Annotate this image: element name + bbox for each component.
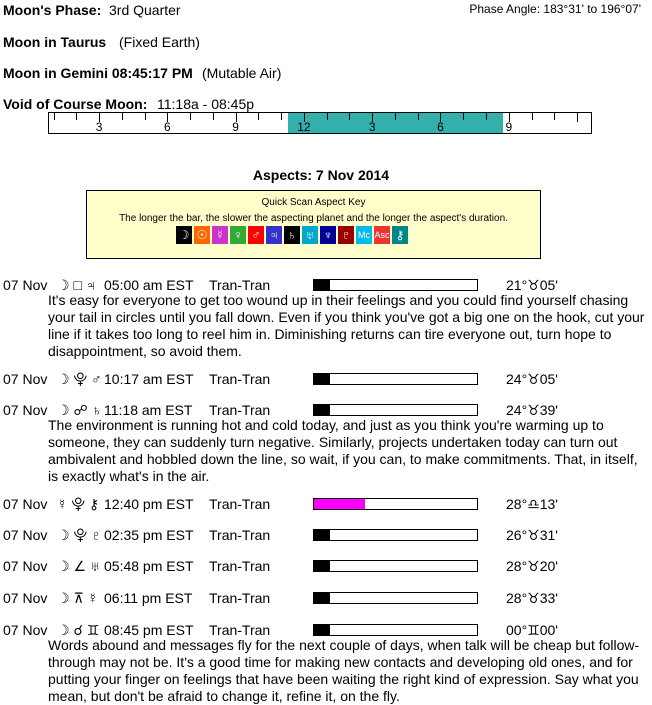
aspect-date: 07 Nov: [3, 558, 48, 574]
aspect-key-title: Quick Scan Aspect Key: [261, 197, 366, 208]
aspect-glyphs: ☽ ☍ ♄: [57, 402, 103, 418]
timeline-tick: [327, 113, 328, 120]
aspect-date: 07 Nov: [3, 590, 48, 606]
aspect-date: 07 Nov: [3, 277, 48, 293]
void-of-course-timeline: [48, 112, 592, 134]
aspect-glyphs: ☽ ⯓ ♇: [57, 527, 102, 543]
moon-sign-gemini: Moon in Gemini 08:45:17 PM: [3, 65, 193, 81]
aspect-date: 07 Nov: [3, 527, 48, 543]
aspect-position: 28°♎13': [506, 496, 558, 512]
timeline-tick: [532, 113, 533, 120]
aspect-date: 07 Nov: [3, 496, 48, 512]
timeline-hour-label: 9: [505, 120, 513, 134]
timeline-tick: [463, 113, 464, 120]
aspect-interpretation: It's easy for everyone to get too wound up in their feelings and you could find yourself chasing your tail in circles until you fall down. Even if you think you've got a big one on the hook, cut your line if it takes too long to reel him in. Diminishing returns can tire everyone out, turn hope to disappointment, so avoid them.: [48, 292, 645, 359]
aspect-key-glyphs: [176, 226, 410, 246]
timeline-tick: [395, 113, 396, 120]
moon-phase-value: 3rd Quarter: [109, 2, 181, 18]
aspect-glyphs: ☽ ∠ ♅: [57, 558, 101, 574]
aspect-position: 28°♉20': [506, 558, 558, 574]
aspect-duration-bar: [313, 373, 478, 385]
timeline-hour-label: 9: [232, 120, 239, 134]
aspect-duration-fill: [314, 280, 330, 290]
moon-phase-label: Moon's Phase:: [3, 2, 102, 18]
aspect-time: 11:18 am EST: [104, 402, 193, 418]
aspect-time: 12:40 pm EST: [104, 496, 194, 512]
aspect-position: 21°♉05': [506, 277, 558, 293]
aspect-row: [3, 370, 643, 388]
aspect-date: 07 Nov: [3, 402, 48, 418]
aspect-time: 08:45 pm EST: [104, 622, 194, 638]
aspect-type: Tran-Tran: [209, 558, 271, 574]
aspect-date: 07 Nov: [3, 371, 48, 387]
sun-icon: ☉: [194, 226, 210, 244]
aspect-duration-fill: [314, 405, 330, 415]
timeline-tick: [145, 113, 146, 120]
mercury-icon: ☿: [212, 226, 228, 244]
timeline-tick: [281, 113, 282, 120]
aspect-position: 24°♉05': [506, 371, 558, 387]
aspect-row: [3, 557, 643, 575]
chiron-icon: ⚷: [392, 226, 408, 244]
aspect-glyphs: ☿ ⯓ ⚷: [57, 496, 100, 512]
timeline-tick: [213, 113, 214, 120]
aspect-position: 28°♉33': [506, 590, 558, 606]
timeline-hour-label: 6: [164, 120, 171, 134]
timeline-tick: [258, 113, 259, 120]
aspect-row: [3, 589, 643, 607]
aspect-type: Tran-Tran: [209, 622, 271, 638]
timeline-hour-label: 12: [297, 120, 311, 134]
venus-icon: ♀: [230, 226, 246, 244]
aspect-time: 02:35 pm EST: [104, 527, 194, 543]
moon-sign-taurus: Moon in Taurus: [3, 34, 107, 50]
timeline-tick: [486, 113, 487, 120]
pluto-icon: ♇: [338, 226, 354, 244]
aspect-glyphs: ☽ ☌ ♊: [57, 622, 100, 638]
aspect-interpretation: Words abound and messages fly for the next couple of days, when talk will be cheap but follow-through may not be. It's a good time for making new contacts and developing old ones, and for putting your finger on feelings that have been waiting the right kind of expression. Say what you mean, but don't be afraid to change it, refine it, on the fly.: [48, 637, 640, 704]
timeline-tick: [554, 113, 555, 120]
timeline-tick: [122, 113, 123, 120]
aspect-time: 06:11 pm EST: [104, 590, 193, 606]
aspect-time: 05:00 am EST: [104, 277, 194, 293]
aspect-interpretation: The environment is running hot and cold today, and just as you think you're warming up to someone, they can suddenly turn negative. Similarly, projects undertaken today can turn out ambivalent and hobbled down the line, so wait, if you can, to make commitments. That, in itself, is exactly what's in the air.: [48, 417, 638, 484]
aspect-type: Tran-Tran: [209, 371, 271, 387]
timeline-hour-label: 6: [437, 120, 444, 134]
timeline-tick: [190, 113, 191, 120]
moon-sign-gemini-mode: (Mutable Air): [202, 65, 282, 81]
aspect-duration-fill: [314, 625, 330, 635]
mars-icon: ♂: [248, 226, 264, 244]
aspect-duration-fill: [314, 593, 330, 603]
midheaven-icon: Mc: [356, 226, 372, 244]
aspect-position: 00°♊00': [506, 622, 558, 638]
timeline-hour-label: 3: [368, 120, 376, 134]
aspect-duration-fill: [314, 374, 330, 384]
timeline-tick: [577, 113, 578, 122]
aspect-type: Tran-Tran: [209, 277, 271, 293]
aspect-time: 10:17 am EST: [104, 371, 194, 387]
timeline-hour-label: 3: [95, 120, 103, 134]
neptune-icon: ♆: [320, 226, 336, 244]
aspect-type: Tran-Tran: [209, 527, 271, 543]
timeline-tick: [349, 113, 350, 120]
aspect-position: 26°♉31': [506, 527, 558, 543]
aspect-type: Tran-Tran: [209, 590, 271, 606]
moon-sign-taurus-mode: (Fixed Earth): [119, 34, 200, 50]
moon-icon: ☽: [176, 226, 192, 244]
uranus-icon: ♅: [302, 226, 318, 244]
timeline-tick: [418, 113, 419, 120]
aspect-duration-fill: [314, 561, 330, 571]
aspect-glyphs: ☽ □ ♃: [57, 277, 97, 293]
aspect-time: 05:48 pm EST: [104, 558, 194, 574]
aspect-row: [3, 495, 643, 513]
aspect-duration-bar: [313, 624, 478, 636]
aspect-duration-bar: [313, 529, 478, 541]
void-of-course-label: Void of Course Moon:: [3, 96, 148, 112]
aspect-duration-bar: [313, 592, 478, 604]
aspect-duration-bar: [313, 279, 478, 291]
aspect-duration-bar: [313, 560, 478, 572]
aspect-row: [3, 526, 643, 544]
aspect-duration-bar: [313, 404, 478, 416]
void-of-course-value: 11:18a - 08:45p: [157, 96, 255, 112]
aspect-position: 24°♉39': [506, 402, 558, 418]
aspect-date: 07 Nov: [3, 622, 48, 638]
timeline-tick: [76, 113, 77, 120]
aspects-title: Aspects: 7 Nov 2014: [252, 167, 390, 183]
phase-angle: Phase Angle: 183°31' to 196°07': [469, 2, 641, 16]
aspect-key-description: The longer the bar, the slower the aspecting planet and the longer the aspect's duration.: [119, 213, 508, 224]
timeline-tick: [54, 113, 55, 120]
aspect-duration-fill: [314, 499, 365, 509]
aspect-duration-bar: [313, 498, 478, 510]
aspect-type: Tran-Tran: [209, 402, 271, 418]
ascendant-icon: Asc: [374, 226, 390, 244]
aspect-key-panel: [86, 190, 541, 259]
aspect-type: Tran-Tran: [209, 496, 271, 512]
saturn-icon: ♄: [284, 226, 300, 244]
aspect-glyphs: ☽ ⊼ ☿: [57, 590, 99, 606]
aspect-duration-fill: [314, 530, 330, 540]
aspect-glyphs: ☽ ⯓ ♂: [57, 371, 102, 387]
jupiter-icon: ♃: [266, 226, 282, 244]
